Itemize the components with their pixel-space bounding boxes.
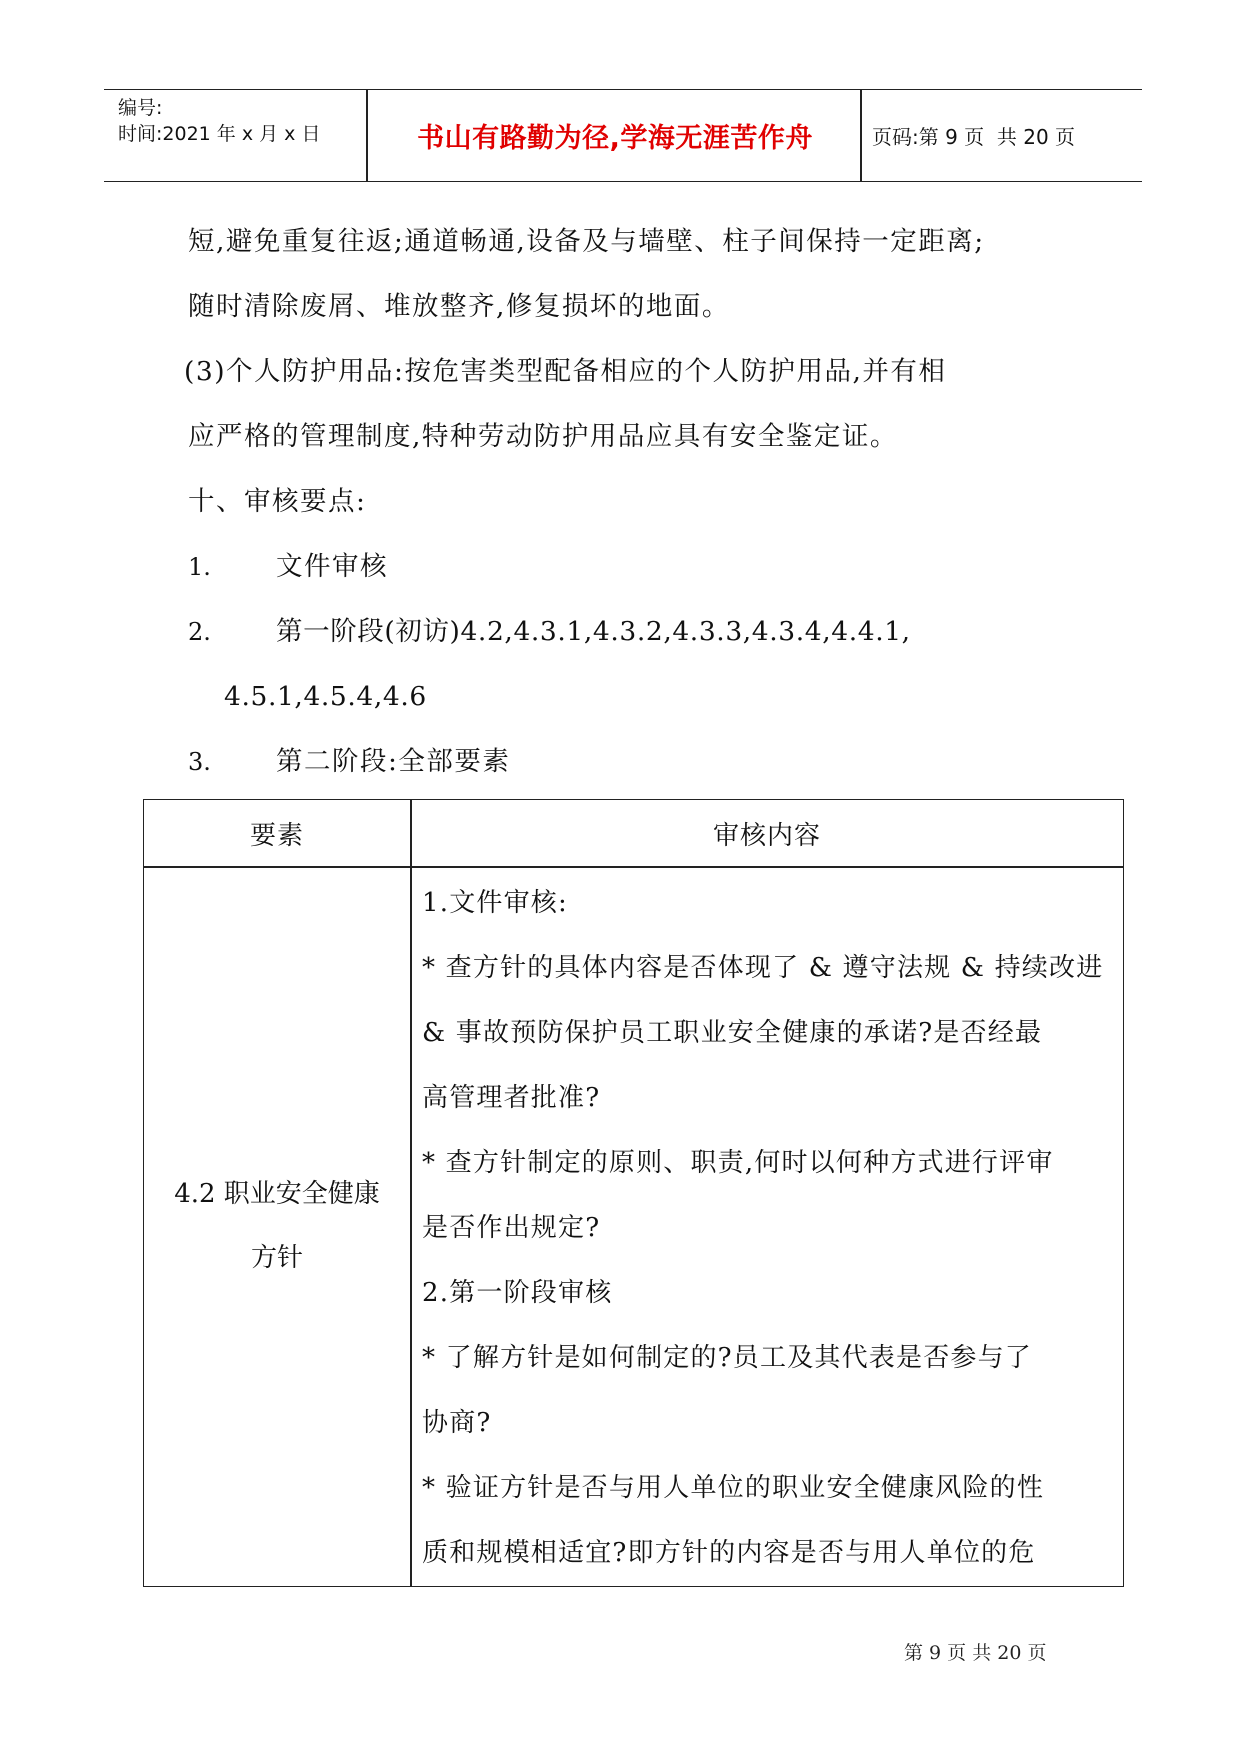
table-header-content: 审核内容 — [712, 820, 821, 851]
list-item-continuation: 4.5.1,4.5.4,4.6 — [224, 681, 427, 712]
content-line: 高管理者批准? — [422, 1083, 601, 1113]
body-paragraph-line: 随时清除废屑、堆放整齐,修复损坏的地面。 — [188, 291, 730, 322]
list-item-number: 2. — [188, 618, 211, 646]
page-footer: 第 9 页 共 20 页 — [904, 1642, 1047, 1664]
element-name-line: 4.2 职业安全健康 — [174, 1179, 380, 1209]
content-line: 2.第一阶段审核 — [422, 1278, 613, 1308]
body-paragraph-line: (3)个人防护用品:按危害类型配备相应的个人防护用品,并有相 — [184, 356, 947, 387]
content-line: * 查方针制定的原则、职责,何时以何种方式进行评审 — [422, 1148, 1054, 1178]
audit-table — [143, 799, 1124, 1587]
document-time-label: 时间:2021 年 x 月 x 日 — [118, 123, 321, 145]
content-line: 1.文件审核: — [422, 888, 568, 918]
content-line: 质和规模相适宜?即方针的内容是否与用人单位的危 — [422, 1538, 1036, 1568]
header-motto: 书山有路勤为径,学海无涯苦作舟 — [417, 122, 813, 154]
content-line: 协商? — [422, 1408, 492, 1438]
body-paragraph-line: 应严格的管理制度,特种劳动防护用品应具有安全鉴定证。 — [188, 421, 898, 452]
content-line: * 验证方针是否与用人单位的职业安全健康风险的性 — [422, 1473, 1045, 1503]
header-divider — [366, 90, 368, 181]
table-header-element: 要素 — [249, 820, 304, 851]
header-meta — [118, 95, 320, 147]
section-title: 十、审核要点: — [188, 486, 367, 517]
header-page-info: 页码:第 9 页 共 20 页 — [872, 124, 1076, 149]
list-item-text: 第一阶段(初访)4.2,4.3.1,4.3.2,4.3.3,4.3.4,4.4.1, — [276, 616, 911, 647]
list-item-number: 3. — [188, 748, 211, 776]
content-line: 是否作出规定? — [422, 1213, 601, 1243]
element-name-line: 方针 — [250, 1243, 303, 1273]
list-item-text: 文件审核 — [276, 551, 388, 582]
header-divider — [860, 90, 862, 181]
list-item-text: 第二阶段:全部要素 — [276, 746, 511, 777]
list-item-number: 1. — [188, 553, 211, 581]
page-header — [104, 89, 1142, 182]
body-paragraph-line: 短,避免重复往返;通道畅通,设备及与墙壁、柱子间保持一定距离; — [188, 226, 985, 257]
table-element-cell — [144, 866, 410, 1586]
content-line: * 查方针的具体内容是否体现了 & 遵守法规 & 持续改进 — [422, 953, 1104, 983]
table-column-divider — [410, 800, 412, 1586]
document-number-label: 编号: — [118, 97, 163, 119]
content-line: * 了解方针是如何制定的?员工及其代表是否参与了 — [422, 1343, 1033, 1373]
content-line: & 事故预防保护员工职业安全健康的承诺?是否经最 — [422, 1018, 1043, 1048]
